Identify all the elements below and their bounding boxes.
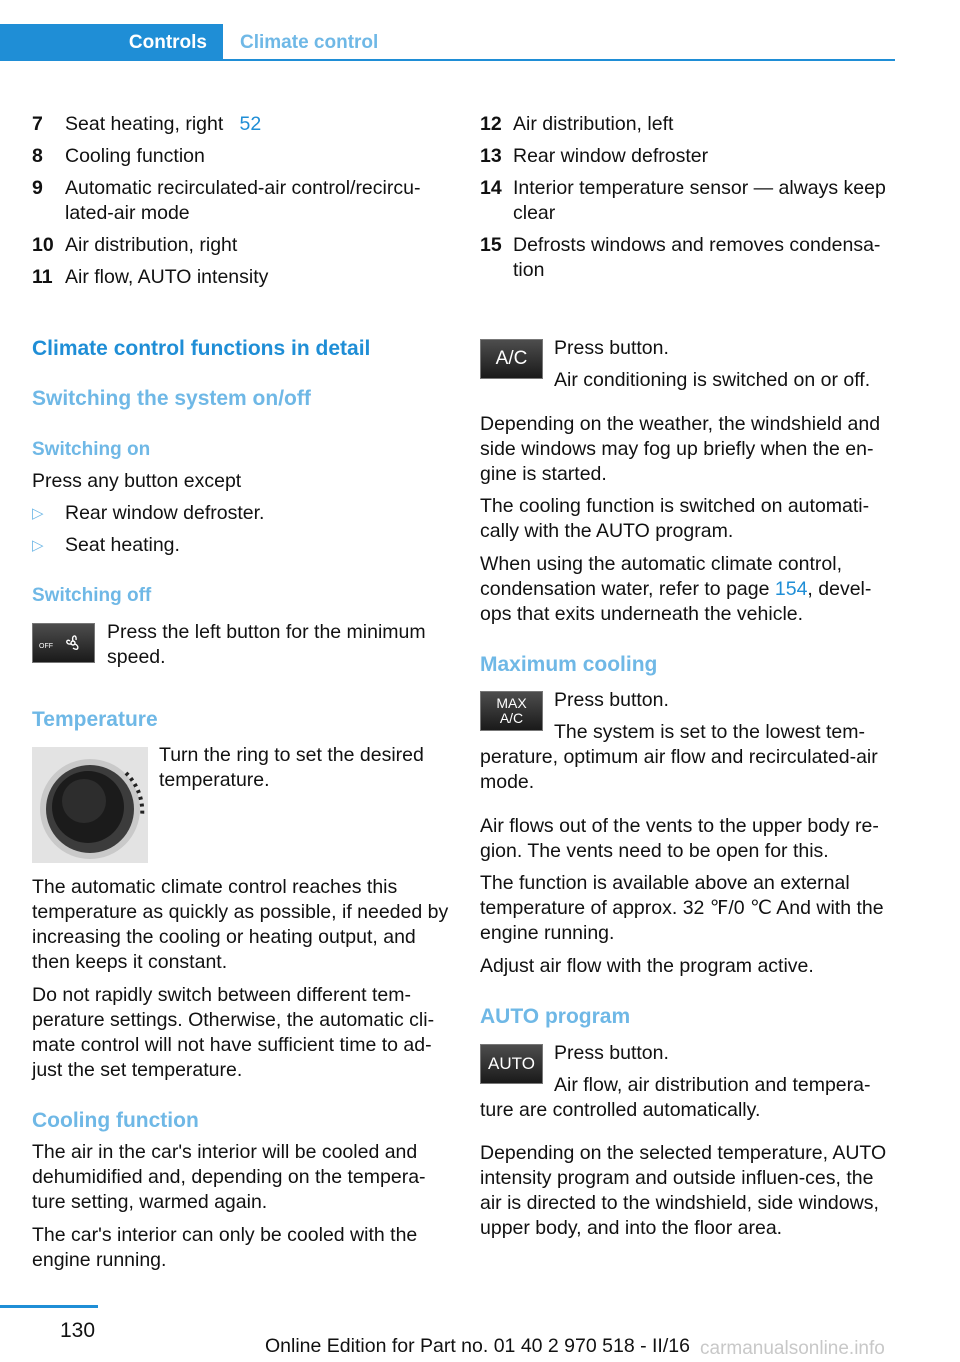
legend-number: 9 — [32, 177, 43, 199]
legend-text: Rear window defroster — [513, 145, 709, 167]
legend-item — [480, 233, 898, 283]
paragraph-ac-press: Press button. — [554, 337, 669, 359]
heading-functions-detail: Climate control functions in detail — [32, 337, 371, 360]
paragraph-switching-on: Press any button except — [32, 470, 242, 492]
page-ref-link[interactable]: 52 — [239, 113, 262, 135]
legend-number: 12 — [480, 113, 502, 135]
paragraph-temperature-ring: Turn the ring to set the desired temperature. — [159, 744, 424, 791]
header-subsection: Climate control — [240, 32, 379, 53]
legend-text: Automatic recirculated-air control/recircu-lated-air mode — [65, 177, 421, 224]
legend-right — [480, 112, 898, 290]
legend-number: 8 — [32, 145, 43, 167]
page-number: 130 — [60, 1319, 96, 1342]
condensation-text-b: , devel-ops that exits underneath the vehicle. — [480, 578, 872, 625]
header-section-tab: Controls — [0, 24, 223, 61]
legend-left — [32, 112, 464, 297]
legend-number: 11 — [32, 266, 53, 288]
legend-item — [32, 265, 464, 290]
legend-number: 10 — [32, 234, 54, 256]
page-ref-link[interactable]: 154 — [774, 578, 808, 600]
bullet-item — [32, 533, 452, 558]
temperature-ring-icon — [32, 747, 148, 863]
temperature-knob-image — [32, 747, 148, 863]
paragraph-max-vents: Air flows out of the vents to the upper body re-gion. The vents need to be open for this. — [480, 815, 879, 862]
legend-number: 14 — [480, 177, 502, 199]
legend-text: Interior temperature sensor — always keep clear — [513, 177, 886, 224]
max-label: MAX — [496, 695, 527, 711]
heading-switching: Switching the system on/off — [32, 387, 311, 410]
heading-auto-program: AUTO program — [480, 1005, 631, 1028]
legend-item — [32, 144, 464, 169]
bullet-text: Seat heating. — [65, 534, 180, 556]
paragraph-ac-auto: The cooling function is switched on automati-cally with the AUTO program. — [480, 495, 870, 542]
auto-button-image: AUTO — [480, 1044, 543, 1084]
legend-number: 15 — [480, 234, 502, 256]
bullet-item — [32, 501, 452, 526]
ac-button-image: A/C — [480, 339, 543, 379]
paragraph-switching-off: Press the left button for the minimum speed. — [107, 621, 426, 668]
legend-item — [32, 233, 464, 258]
legend-text: Defrosts windows and removes condensa-tion — [513, 234, 881, 281]
edition-note: Online Edition for Part no. 01 40 2 970 518 - II/16 — [265, 1335, 690, 1357]
heading-switching-off: Switching off — [32, 585, 152, 606]
legend-item — [32, 176, 464, 226]
fan-off-button-image — [32, 623, 95, 663]
heading-switching-on: Switching on — [32, 439, 151, 460]
legend-text: Air flow, AUTO intensity — [65, 266, 269, 288]
paragraph-max-availability: The function is available above an external temperature of approx. 32 ℉/0 ℃ And with the engine running. — [480, 872, 884, 944]
heading-cooling-function: Cooling function — [32, 1109, 199, 1132]
bullet-text: Rear window defroster. — [65, 502, 265, 524]
triangle-bullet-icon: ▷ — [32, 505, 44, 522]
paragraph-auto-controlled: Air flow, air distribution and tempera-ture are controlled automatically. — [480, 1074, 871, 1121]
triangle-bullet-icon: ▷ — [32, 537, 44, 554]
legend-number: 13 — [480, 145, 502, 167]
legend-item — [480, 144, 898, 169]
paragraph-max-lowest: The system is set to the lowest tem-perature, optimum air flow and recirculated-air mode. — [480, 721, 878, 793]
paragraph-ac-toggle: Air conditioning is switched on or off. — [554, 369, 871, 391]
paragraph-auto-distribution: Depending on the selected temperature, AUTO intensity program and outside influen-ces, the air is directed to the windshield, side windows, upper body, and into the floor area. — [480, 1142, 887, 1239]
paragraph-max-press: Press button. — [554, 689, 669, 711]
fan-icon — [67, 636, 78, 649]
watermark: carmanualsonline.info — [700, 1338, 885, 1359]
paragraph-auto-press: Press button. — [554, 1042, 669, 1064]
off-label: OFF — [39, 643, 53, 650]
heading-temperature: Temperature — [32, 708, 158, 731]
legend-text: Cooling function — [65, 145, 205, 167]
paragraph-cooling-1: The air in the car's interior will be cooled and dehumidified and, depending on the tempera-ture setting, warmed again. — [32, 1141, 426, 1213]
legend-item — [480, 112, 898, 137]
condensation-text-a: When using the automatic climate control, condensation water, refer to page — [480, 553, 843, 600]
paragraph-temperature-warning: Do not rapidly switch between different tem-perature settings. Otherwise, the automatic cli-mate control will not have sufficient time to ad-just the set temperature. — [32, 984, 435, 1081]
paragraph-max-airflow: Adjust air flow with the program active. — [480, 955, 814, 977]
footer-rule — [0, 1305, 98, 1308]
legend-text: Air distribution, left — [513, 113, 674, 135]
legend-item — [32, 112, 464, 137]
heading-maximum-cooling: Maximum cooling — [480, 653, 658, 676]
legend-number: 7 — [32, 113, 43, 135]
legend-text: Air distribution, right — [65, 234, 238, 256]
legend-text: Seat heating, right — [65, 113, 224, 135]
paragraph-ac-condensation — [480, 552, 898, 627]
paragraph-cooling-2: The car's interior can only be cooled with the engine running. — [32, 1224, 418, 1271]
paragraph-temperature-auto: The automatic climate control reaches this temperature as quickly as possible, if needed by increasing the cooling or heating output, and then keeps it constant. — [32, 876, 449, 973]
paragraph-ac-fog: Depending on the weather, the windshield and side windows may fog up briefly when the en-gine is started. — [480, 413, 881, 485]
legend-item — [480, 176, 898, 226]
ac-label: A/C — [499, 710, 524, 726]
header-rule — [0, 59, 895, 61]
